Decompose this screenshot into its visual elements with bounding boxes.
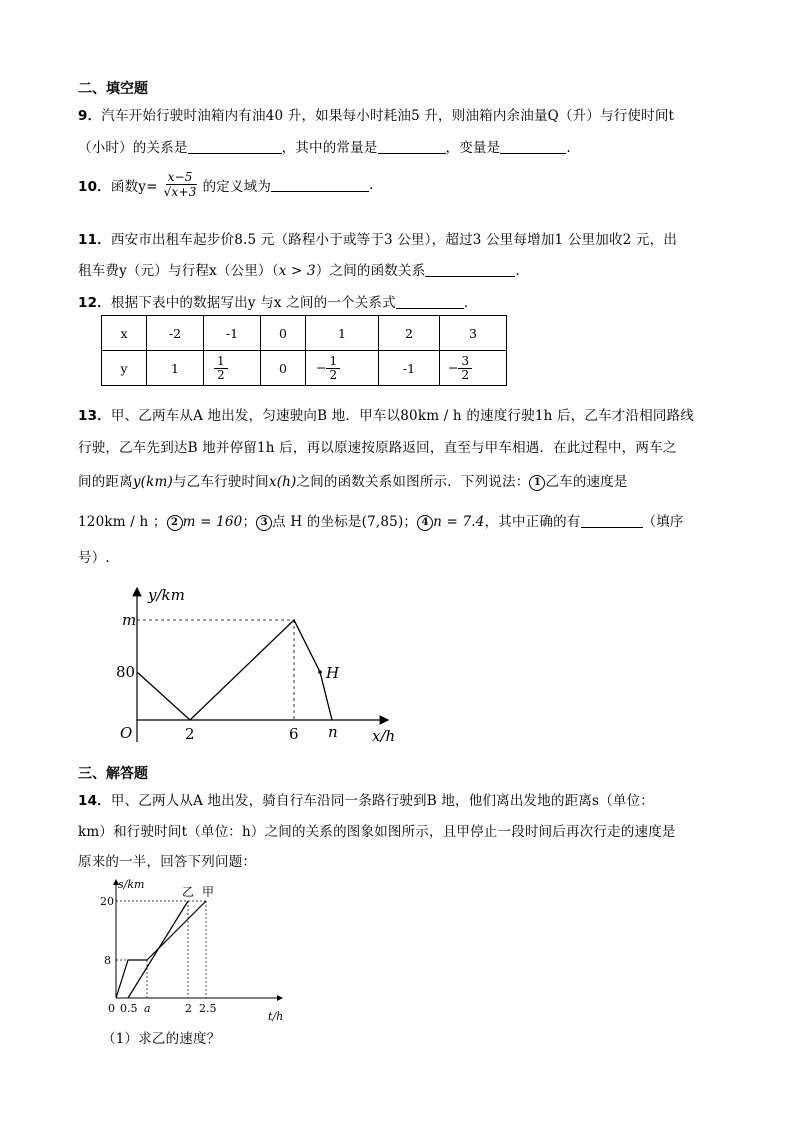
q9-text-2d: . xyxy=(566,140,571,156)
q9-text-2c: ，变量是 xyxy=(445,140,501,156)
q13-line-5: 号）. xyxy=(78,550,110,566)
q12-text: 根据下表中的数据写出y 与x 之间的一个关系式 xyxy=(110,295,396,311)
q13-text-3c: 与乙车行驶时间 xyxy=(172,474,269,490)
graph-yi-label: 乙 xyxy=(182,885,195,899)
table-cell: -1 xyxy=(379,351,440,386)
table-cell: 0 xyxy=(261,316,306,351)
table-cell-fraction: − $\frac{1}{2}$ xyxy=(306,351,379,386)
table-row xyxy=(102,351,507,386)
graph-a-label: a xyxy=(144,1002,151,1015)
q13-y-km: y(km) xyxy=(132,474,173,490)
graph-origin-label: O xyxy=(120,724,133,742)
q13-number: 13． xyxy=(78,408,111,424)
q13-line-3 xyxy=(78,470,628,491)
table-cell: 2 xyxy=(379,316,440,351)
line-yi xyxy=(128,901,188,998)
table-header-y: y xyxy=(102,351,147,386)
q10-radicand: x+3 xyxy=(171,185,197,199)
q11-text-end: . xyxy=(515,263,520,279)
graph-2-label: 2 xyxy=(185,1002,192,1015)
table-cell: 1 xyxy=(147,351,204,386)
graph-25-label: 2.5 xyxy=(199,1002,217,1015)
graph-y-label: y/km xyxy=(148,586,185,604)
q10-text-end: . xyxy=(369,176,374,193)
point-h xyxy=(318,670,322,674)
q11-blank-function[interactable] xyxy=(425,262,515,277)
circled-number-4: 4 xyxy=(417,515,433,531)
q14-line-1 xyxy=(78,789,654,809)
q11-text-2a: 租车费y（元）与行程x（公里）（ xyxy=(78,263,279,279)
q10-text-pre: 函数y= xyxy=(110,178,158,195)
q13-text-1: 甲、乙两车从A 地出发，匀速驶向B 地．甲车以80km / h 的速度行驶1h 后，乙车才沿相同路线 xyxy=(110,408,694,424)
q10-numerator: x−5 xyxy=(167,170,193,184)
graph-y-label: s/km xyxy=(118,878,145,891)
graph-x-label: t/h xyxy=(268,1010,284,1022)
q10-number: 10． xyxy=(78,178,111,195)
graph-0-label: 0 xyxy=(108,1002,115,1015)
q13-line-1 xyxy=(78,404,694,424)
q12-blank-relation[interactable] xyxy=(396,294,464,309)
table-cell: 3 xyxy=(440,316,507,351)
q9-text-2a: （小时）的关系是 xyxy=(78,140,188,156)
q10-text-post: 的定义域为 xyxy=(202,178,272,195)
q12-number: 12． xyxy=(78,295,111,311)
q13-n-value: n = 7.4 xyxy=(433,514,485,530)
table-cell-fraction: − $\frac{3}{2}$ xyxy=(440,351,507,386)
q12-text-end: ． xyxy=(463,295,478,311)
q9-blank-variable[interactable] xyxy=(500,139,566,154)
table-cell: -1 xyxy=(204,316,261,351)
graph-80-label: 80 xyxy=(116,663,136,681)
q13-text-4d: 点 H 的坐标是 xyxy=(272,514,362,530)
q9-line-2 xyxy=(78,136,571,156)
table-cell: 1 xyxy=(306,316,379,351)
q13-h-coord: (7,85) xyxy=(361,514,404,530)
q10-line xyxy=(78,170,374,199)
q13-sep: ； xyxy=(403,514,418,530)
q13-text-4i: （填序 xyxy=(642,514,684,530)
q14-number: 14． xyxy=(78,793,111,809)
q10-blank-domain[interactable] xyxy=(271,177,369,192)
table-header-x: x xyxy=(102,316,147,351)
q14-text-1: 甲、乙两人从A 地出发，骑自行车沿同一条路行驶到B 地，他们离出发地的距离s（单位： xyxy=(110,793,654,809)
circled-number-1: 1 xyxy=(529,475,545,491)
q12-value-table xyxy=(101,315,507,386)
graph-x2-label: 2 xyxy=(185,725,195,743)
q10-fraction xyxy=(162,170,199,199)
q9-line-1 xyxy=(78,104,674,124)
q14-distance-graph xyxy=(100,874,300,1022)
table-row xyxy=(102,316,507,351)
graph-x6-label: 6 xyxy=(289,725,299,743)
graph-m-label: m xyxy=(122,611,137,629)
line-jia xyxy=(116,901,206,998)
q13-m-value: m = 160 xyxy=(182,514,243,530)
q13-line-2: 行驶，乙车先到达B 地并停留1h 后，再以原速按原路返回，直至与甲车相遇．在此过程中，两车之 xyxy=(78,440,677,456)
graph-h-label: H xyxy=(326,664,340,682)
q11-condition: x > 3 xyxy=(278,263,316,279)
graph-20-label: 20 xyxy=(100,895,114,908)
graph-n-label: n xyxy=(328,723,338,741)
graph-jia-label: 甲 xyxy=(202,885,215,899)
q13-text-4h: ，其中正确的有 xyxy=(484,514,581,530)
section-heading-fill-blank: 二、填空题 xyxy=(78,81,148,97)
q10-denominator: √x+3 xyxy=(163,185,197,199)
q9-blank-constant[interactable] xyxy=(378,139,446,154)
q13-text-3f: 乙车的速度是 xyxy=(545,474,628,490)
q13-text-3e: 之间的函数关系如图所示．下列说法： xyxy=(296,474,530,490)
q13-blank-answer[interactable] xyxy=(581,513,643,528)
q14-line-3: 原来的一半，回答下列问题： xyxy=(78,854,257,870)
circled-number-2: 2 xyxy=(167,515,183,531)
q13-sep: ； xyxy=(242,514,257,530)
q13-text-3a: 间的距离 xyxy=(78,474,133,490)
q11-line-1 xyxy=(78,228,677,248)
table-cell-fraction: $\frac{1}{2}$ xyxy=(204,351,261,386)
q9-blank-relation[interactable] xyxy=(188,139,282,154)
q13-text-4a: 120km / h ； xyxy=(78,514,167,530)
q14-line-2: km）和行驶时间t（单位：h）之间的关系的图象如图所示，且甲停止一段时间后再次行走的速度是 xyxy=(78,824,676,840)
q13-line-4 xyxy=(78,510,684,531)
graph-8-label: 8 xyxy=(104,954,111,967)
q9-number: 9． xyxy=(78,108,102,124)
section-heading-answer: 三、解答题 xyxy=(78,766,148,782)
q13-distance-graph xyxy=(110,582,410,750)
q11-text-1: 西安市出租车起步价8.5 元（路程小于或等于3 公里），超过3 公里每增加1 公里加收2 元，出 xyxy=(110,232,678,248)
graph-05-label: 0.5 xyxy=(120,1002,138,1015)
table-cell: 0 xyxy=(261,351,306,386)
circled-number-3: 3 xyxy=(256,515,272,531)
q14-subquestion-1: （1）求乙的速度？ xyxy=(102,1031,221,1047)
q12-line xyxy=(78,291,478,311)
q13-x-h: x(h) xyxy=(268,474,297,490)
graph-line xyxy=(137,620,332,720)
q9-text-2b: ，其中的常量是 xyxy=(281,140,378,156)
q11-text-2b: ）之间的函数关系 xyxy=(315,263,426,279)
q9-text-1: 汽车开始行驶时油箱内有油40 升，如果每小时耗油5 升，则油箱内余油量Q（升）与行使时间t xyxy=(101,108,675,124)
q11-line-2 xyxy=(78,259,520,279)
table-cell: -2 xyxy=(147,316,204,351)
graph-x-label: x/h xyxy=(372,727,396,745)
q11-number: 11． xyxy=(78,232,111,248)
